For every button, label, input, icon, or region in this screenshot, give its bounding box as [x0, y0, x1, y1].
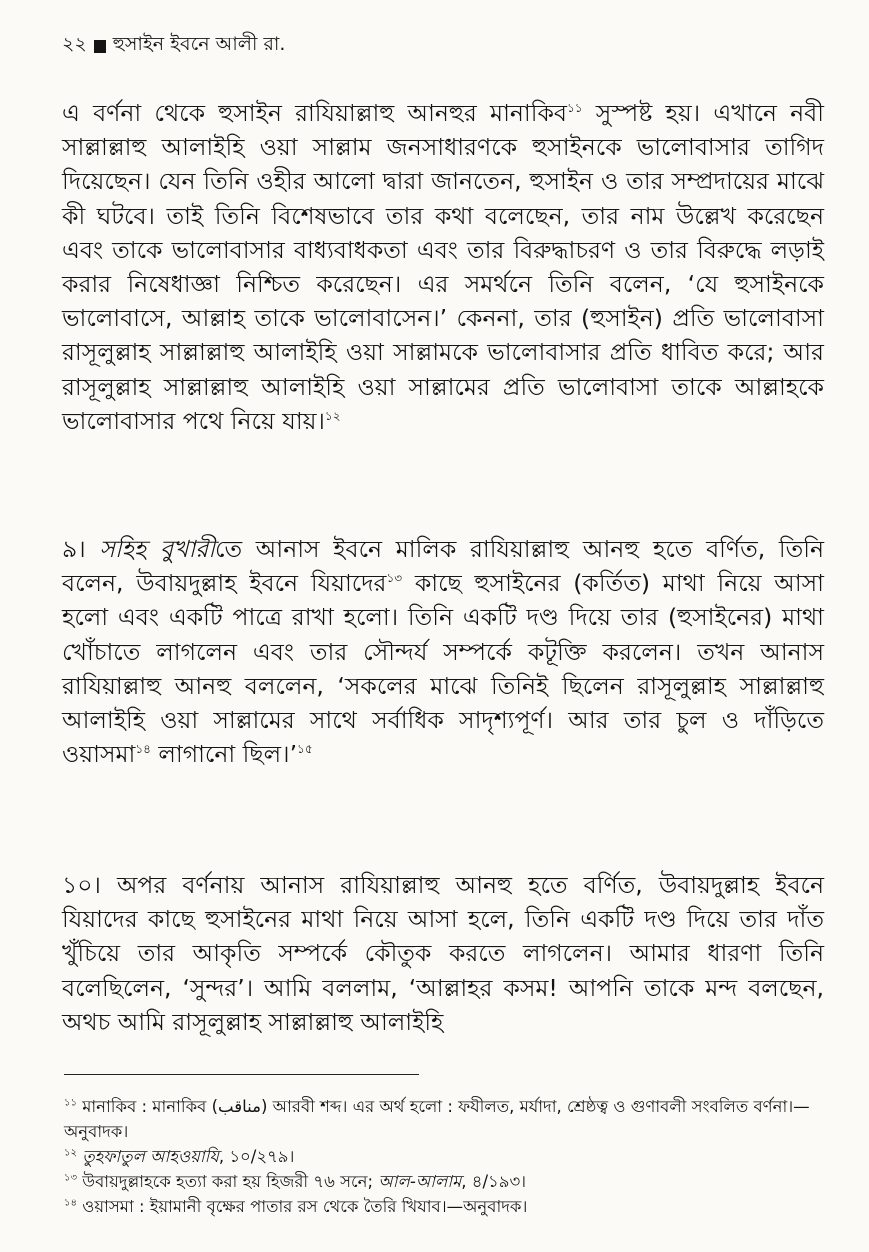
arabic-word: مناقب — [218, 1097, 261, 1116]
footnote-text: , ১০/২৭৯। — [218, 1147, 295, 1166]
footnote-14 — [64, 1194, 824, 1219]
book-title: সহিহ বুখারী — [99, 535, 215, 563]
paragraph-text: কাছে হুসাইনের (কর্তিত) মাথা নিয়ে আসা হলো এবং একটি পাত্রে রাখা হলো। তিনি একটি দণ্ড দিয়ে তার (হুসাইনের) মাথা খোঁচাতে লাগলেন এবং তার সৌন্দর্য সম্পর্কে কটূক্তি করলেন। তখন আনাস রাযিয়াল্লাহু আনহু বললেন, ‘সকলের মাঝে তিনিই ছিলেন রাসূলুল্লাহ সাল্লাল্লাহু আলাইহি ওয়া সাল্লামের সাথে সর্বাধিক সাদৃশ্যপূর্ণ। আর তার চুল ও দাঁড়িতে ওয়াসমা — [62, 569, 824, 769]
page-number: ২২ — [62, 33, 87, 55]
footnote-number: ১১ — [64, 1097, 77, 1109]
footnote-text: ওয়াসমা : ইয়ামানী বৃক্ষের পাতার রস থেকে তৈরি খিযাব।—অনুবাদক। — [76, 1197, 528, 1216]
footnote-number: ১৪ — [64, 1197, 77, 1209]
running-title: হুসাইন ইবনে আলী রা. — [112, 33, 286, 55]
paragraph-text: লাগানো ছিল।’ — [150, 740, 298, 769]
footnote-text: উবায়দুল্লাহকে হত্যা করা হয় হিজরী ৭৬ সনে; — [77, 1172, 379, 1191]
paragraph-text: সুস্পষ্ট হয়। এখানে নবী সাল্লাল্লাহু আলাইহি ওয়া সাল্লাম জনসাধারণকে হুসাইনকে ভালোবাসার তাগিদ দিয়েছেন। যেন তিনি ওহীর আলো দ্বারা জানতেন, হুসাইন ও তার সম্প্রদায়ের মাঝে কী ঘটবে। তাই তিনি বিশেষভাবে তার কথা বলেছেন, তার নাম উল্লেখ করেছেন এবং তাকে ভালোবাসার বাধ্যবাধকতা এবং তার বিরুদ্ধাচরণ ও তার বিরুদ্ধে লড়াই করার নিষেধাজ্ঞা নিশ্চিত করেছেন। এর সমর্থনে তিনি বলেন, ‘যে হুসাইনকে ভালোবাসে, আল্লাহ তাকে ভালোবাসেন।’ কেননা, তার (হুসাইন) প্রতি ভালোবাসা রাসূলুল্লাহ সাল্লাল্লাহু আলাইহি ওয়া সাল্লামকে ভালোবাসার প্রতি ধাবিত করে; আর রাসূলুল্লাহ সাল্লাল্লাহু আলাইহি ওয়া সাল্লামের প্রতি ভালোবাসা তাকে আল্লাহকে ভালোবাসার পথে নিয়ে যায়। — [62, 99, 824, 435]
paragraph-3 — [62, 868, 824, 1039]
footnote-ref-14[interactable]: ১৪ — [135, 742, 151, 757]
paragraph-text: তে আনাস ইবনে মালিক রাযিয়াল্লাহু আনহু হতে বর্ণিত, তিনি বলেন, উবায়দুল্লাহ ইবনে যিয়াদের — [62, 535, 824, 598]
running-header — [62, 30, 285, 62]
footnote-11 — [64, 1094, 824, 1144]
paragraph-2 — [62, 532, 824, 771]
footnote-number: ১৩ — [64, 1172, 77, 1184]
square-bullet-icon — [94, 40, 106, 53]
footnote-13 — [64, 1169, 824, 1194]
paragraph-text: ১০। অপর বর্ণনায় আনাস রাযিয়াল্লাহু আনহু হতে বর্ণিত, উবায়দুল্লাহ ইবনে যিয়াদের কাছে হুসাইনের মাথা নিয়ে আসা হলে, তিনি একটি দণ্ড দিয়ে তার দাঁত খুঁচিয়ে তার আকৃতি সম্পর্কে কৌতুক করতে লাগলেন। আমার ধারণা তিনি বলেছিলেন, ‘সুন্দর’। আমি বললাম, ‘আল্লাহর কসম! আপনি তাকে মন্দ বলছেন, অথচ আমি রাসূলুল্লাহ সাল্লাল্লাহু আলাইহি — [62, 871, 824, 1036]
book-title: তুহফাতুল আহওয়াযি — [82, 1147, 219, 1166]
paragraph-text: এ বর্ণনা থেকে হুসাইন রাযিয়াল্লাহু আনহুর মানাকিব — [62, 99, 567, 127]
book-title: আল-আলাম — [378, 1172, 462, 1191]
footnote-text: , ৪/১৯৩। — [461, 1172, 527, 1191]
footnote-text: মানাকিব : মানাকিব ( — [76, 1097, 219, 1116]
paragraph-1 — [62, 96, 824, 438]
footnote-ref-12[interactable]: ১২ — [324, 409, 341, 423]
footnote-number: ১২ — [64, 1147, 77, 1159]
footnote-ref-15[interactable]: ১৫ — [297, 742, 313, 757]
footnote-12 — [64, 1144, 824, 1169]
paragraph-number: ৯। — [62, 535, 100, 563]
footnotes — [64, 1094, 824, 1219]
footnote-ref-11[interactable]: ১১ — [567, 101, 583, 116]
footnote-ref-13[interactable]: ১৩ — [386, 571, 403, 586]
footnote-text: ) আরবী শব্দ। এর অর্থ হলো : ফযীলত, মর্যাদা, শ্রেষ্ঠত্ব ও গুণাবলী সংবলিত বর্ণনা।—অনুবাদক। — [64, 1097, 810, 1141]
footnote-divider — [64, 1074, 419, 1075]
